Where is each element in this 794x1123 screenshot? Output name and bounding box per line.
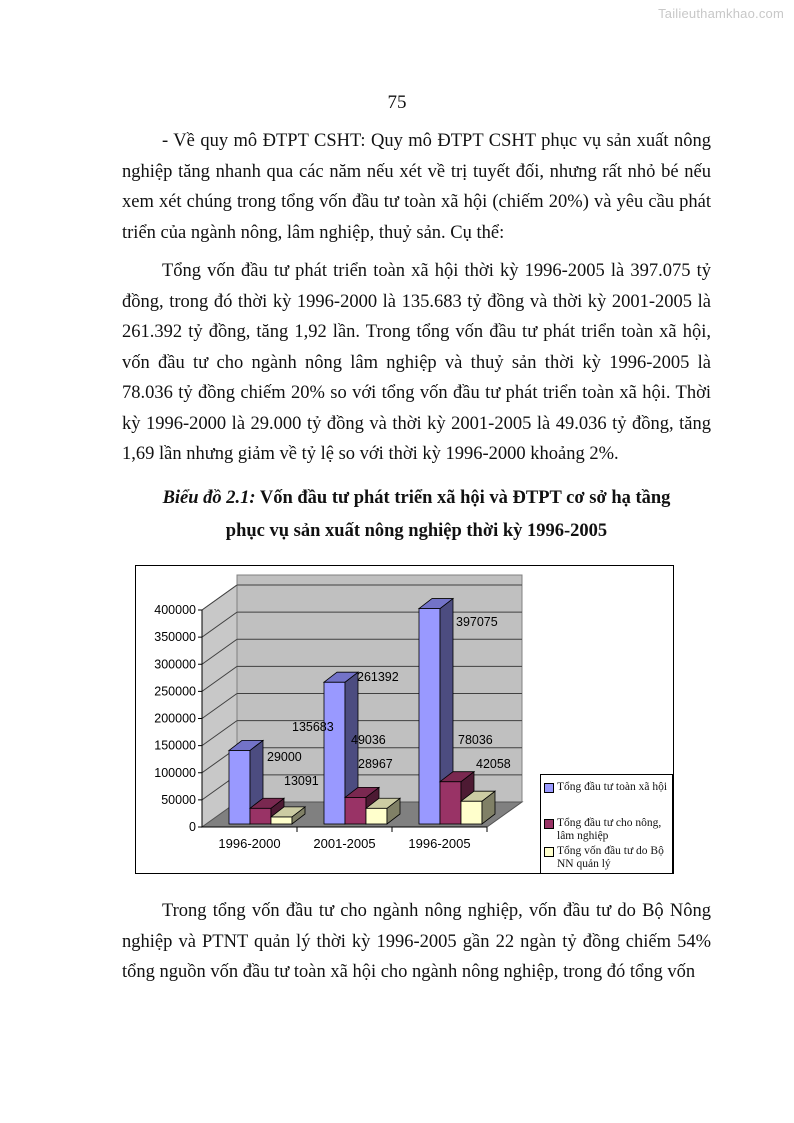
legend-swatch-yellow-icon <box>544 847 554 857</box>
svg-text:300000: 300000 <box>154 657 196 672</box>
svg-text:135683: 135683 <box>292 720 334 734</box>
page-number: 75 <box>387 92 407 113</box>
paragraph-2-text: Tổng vốn đầu tư phát triển toàn xã hội thời kỳ 1996-2005 là 397.075 tỷ đồng, trong đó thời kỳ 1996-2000 là 135.683 tỷ đồng và thời kỳ 2001-2005 là 261.392 tỷ đồng, tăng 1,92 lần. Trong tổng vốn đầu tư phát triển toàn xã hội, vốn đầu tư cho ngành nông lâm nghiệp và thuỷ sản thời kỳ 1996-2005 là 78.036 tỷ đồng chiếm 20% so với tổng vốn đầu tư phát triển toàn xã hội. Thời kỳ 1996-2000 là 29.000 tỷ đồng và thời kỳ 2001-2005 là 49.036 tỷ đồng, tăng 1,69 lần nhưng giảm về tỷ lệ so với thời kỳ 1996-2000 khoảng 2%. <box>122 261 711 464</box>
svg-text:400000: 400000 <box>154 603 196 617</box>
caption-label: Biểu đồ 2.1: <box>162 488 256 508</box>
paragraph-2 <box>122 256 711 470</box>
svg-text:13091: 13091 <box>284 774 319 788</box>
legend-item-total <box>544 781 670 794</box>
svg-text:0: 0 <box>189 820 196 834</box>
svg-text:350000: 350000 <box>154 630 196 645</box>
svg-text:250000: 250000 <box>154 684 196 699</box>
svg-text:2001-2005: 2001-2005 <box>313 836 376 851</box>
legend-item-ministry <box>544 845 670 871</box>
legend-label: Tổng đầu tư toàn xã hội <box>557 781 668 793</box>
paragraph-1 <box>122 126 711 248</box>
paragraph-3 <box>122 896 711 988</box>
legend-swatch-maroon-icon <box>544 819 554 829</box>
chart-caption <box>122 482 711 548</box>
legend-label: Tổng vốn đầu tư do Bộ NN quản lý <box>557 845 664 870</box>
svg-text:150000: 150000 <box>154 738 196 753</box>
svg-text:42058: 42058 <box>476 757 511 771</box>
svg-text:1996-2005: 1996-2005 <box>408 836 471 851</box>
svg-text:100000: 100000 <box>154 765 196 780</box>
legend-item-agri <box>544 817 670 843</box>
paragraph-3-text: Trong tổng vốn đầu tư cho ngành nông nghiệp, vốn đầu tư do Bộ Nông nghiệp và PTNT quản lý thời kỳ 1996-2005 gần 22 ngàn tỷ đồng chiếm 54% tổng nguồn vốn đầu tư toàn xã hội cho ngành nông nghiệp, trong đó tổng vốn <box>122 901 711 982</box>
legend-swatch-blue-icon <box>544 783 554 793</box>
svg-text:200000: 200000 <box>154 711 196 726</box>
svg-text:28967: 28967 <box>358 757 393 771</box>
svg-text:50000: 50000 <box>161 792 196 807</box>
svg-text:29000: 29000 <box>267 750 302 764</box>
paragraph-1-text: - Về quy mô ĐTPT CSHT: Quy mô ĐTPT CSHT phục vụ sản xuất nông nghiệp tăng nhanh qua các năm nếu xét về trị tuyết đối, nhưng rất nhỏ bé nếu xem xét chúng trong tổng vốn đầu tư toàn xã hội (chiếm 20%) và yêu cầu phát triển của ngành nông, lâm nghiệp, thuỷ sản. Cụ thể: <box>122 131 711 243</box>
watermark: Tailieuthamkhao.com <box>658 6 784 21</box>
svg-text:261392: 261392 <box>357 670 399 684</box>
svg-text:397075: 397075 <box>456 615 498 629</box>
svg-text:78036: 78036 <box>458 733 493 747</box>
chart-container <box>135 565 674 874</box>
legend-label: Tổng đầu tư cho nông, lâm nghiệp <box>557 817 662 842</box>
caption-title: Vốn đầu tư phát triển xã hội và ĐTPT cơ sở hạ tầng <box>255 488 671 508</box>
chart-legend <box>540 774 673 874</box>
caption-line-1 <box>122 482 711 515</box>
svg-text:49036: 49036 <box>351 733 386 747</box>
svg-text:1996-2000: 1996-2000 <box>218 836 281 851</box>
caption-line-2: phục vụ sản xuất nông nghiệp thời kỳ 1996-2005 <box>225 521 608 541</box>
